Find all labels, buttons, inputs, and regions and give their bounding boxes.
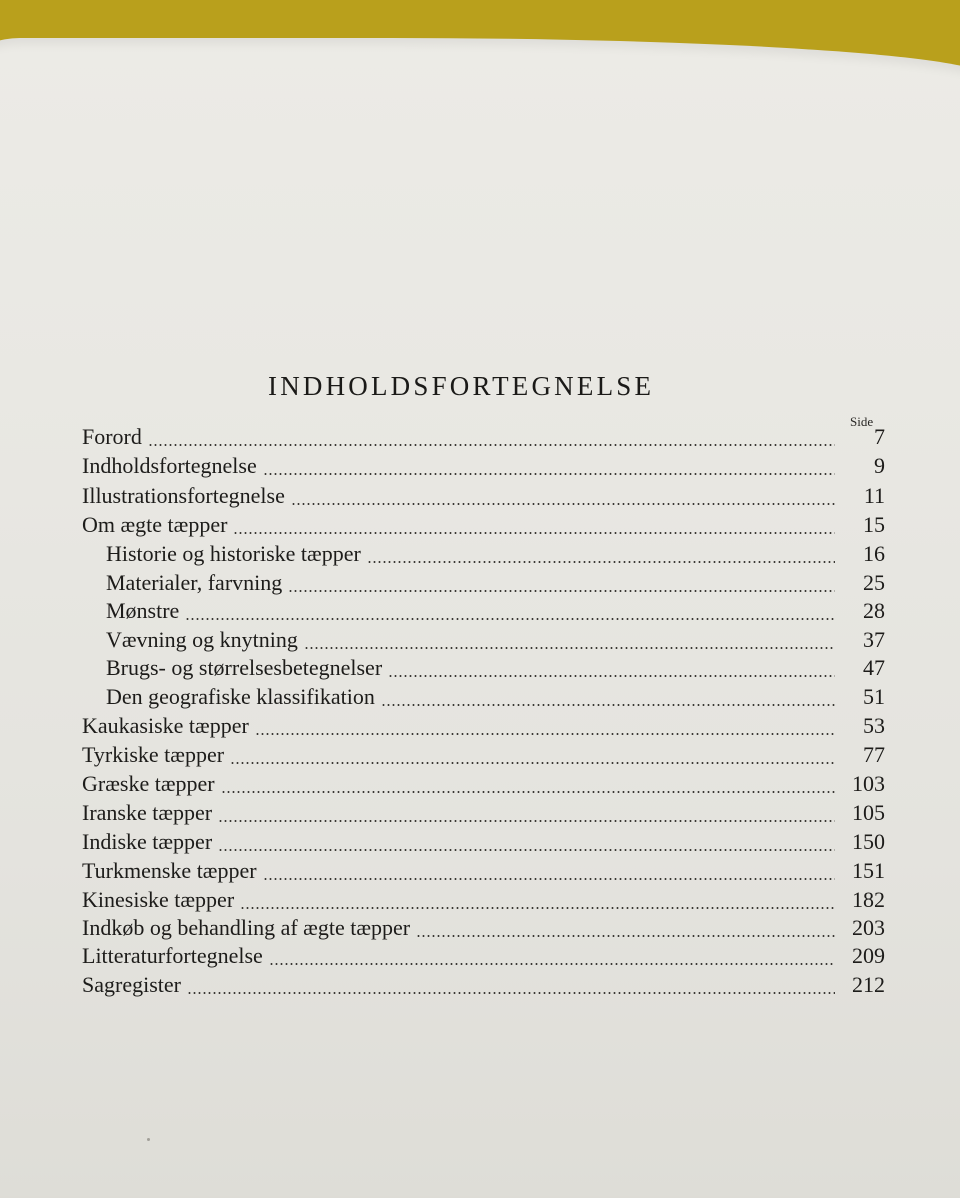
page-title: INDHOLDSFORTEGNELSE <box>268 371 655 401</box>
dot-leader <box>218 848 835 852</box>
toc-entry-label: Mønstre <box>106 598 180 623</box>
toc-entry-page: 150 <box>852 829 885 854</box>
toc-entry-label: Materialer, farvning <box>106 570 283 595</box>
toc-entry <box>82 771 885 801</box>
dot-leader <box>185 617 835 621</box>
toc-entry <box>82 742 885 772</box>
toc-entry-page: 51 <box>863 684 885 709</box>
toc-entry <box>82 512 885 542</box>
toc-entry <box>82 887 885 917</box>
toc-entry-label: Brugs- og størrelsesbetegnelser <box>106 655 383 680</box>
toc-entry-page: 105 <box>852 800 885 825</box>
toc-entry-label: Sagregister <box>82 972 181 997</box>
toc-entry-page: 151 <box>852 858 885 883</box>
dot-leader <box>263 877 835 881</box>
toc-entry-label: Den geografiske klassifikation <box>106 684 375 709</box>
toc-entry <box>82 424 885 454</box>
toc-entry <box>82 915 885 945</box>
toc-entry <box>82 858 885 888</box>
dot-leader <box>381 703 835 707</box>
toc-entry-page: 103 <box>852 771 885 796</box>
toc-entry-page: 37 <box>863 627 885 652</box>
dot-leader <box>304 646 835 650</box>
toc-entry-label: Indiske tæpper <box>82 829 213 854</box>
toc-entry-label: Om ægte tæpper <box>82 512 228 537</box>
dot-leader <box>269 962 835 966</box>
toc-entry-page: 25 <box>863 570 885 595</box>
dot-leader <box>148 443 835 447</box>
dot-leader <box>388 674 835 678</box>
dot-leader <box>233 531 835 535</box>
toc-entry-label: Græske tæpper <box>82 771 215 796</box>
toc-subentry <box>106 627 885 657</box>
toc-entry <box>82 943 885 973</box>
dot-leader <box>416 934 835 938</box>
toc-entry <box>82 483 885 513</box>
dot-leader <box>221 790 835 794</box>
dot-leader <box>263 472 835 476</box>
toc-entry-label: Vævning og knytning <box>106 627 298 652</box>
toc-entry-label: Tyrkiske tæpper <box>82 742 225 767</box>
toc-entry-label: Kaukasiske tæpper <box>82 713 249 738</box>
toc-entry <box>82 800 885 830</box>
dot-leader <box>255 732 835 736</box>
toc-entry-page: 47 <box>863 655 885 680</box>
toc-entry <box>82 829 885 859</box>
toc-entry-label: Litteraturfortegnelse <box>82 943 263 968</box>
toc-entry-label: Turkmenske tæpper <box>82 858 257 883</box>
toc-subentry <box>106 655 885 685</box>
toc-subentry <box>106 598 885 628</box>
toc-entry <box>82 713 885 743</box>
toc-entry-label: Illustrationsfortegnelse <box>82 483 285 508</box>
toc-subentry <box>106 684 885 714</box>
toc-entry-page: 16 <box>863 541 885 566</box>
toc-entry-page: 77 <box>863 742 885 767</box>
paper-speck <box>147 1138 150 1141</box>
page-column-label: Side <box>850 414 874 429</box>
toc-subentry <box>106 541 885 571</box>
toc-entry-page: 28 <box>863 598 885 623</box>
toc-entry-label: Kinesiske tæpper <box>82 887 235 912</box>
dot-leader <box>291 502 835 506</box>
toc-entry-page: 7 <box>874 424 885 449</box>
toc-entry-label: Forord <box>82 424 142 449</box>
toc-entry-page: 209 <box>852 943 885 968</box>
toc-entry <box>82 453 885 483</box>
toc-subentry <box>106 570 885 600</box>
toc-entry-page: 203 <box>852 915 885 940</box>
dot-leader <box>240 906 835 910</box>
toc-entry-label: Iranske tæpper <box>82 800 213 825</box>
toc-entry-page: 182 <box>852 887 885 912</box>
dot-leader <box>230 761 835 765</box>
toc-entry-page: 15 <box>863 512 885 537</box>
dot-leader <box>187 991 835 995</box>
dot-leader <box>288 589 835 593</box>
toc-entry-label: Indholdsfortegnelse <box>82 453 257 478</box>
dot-leader <box>367 560 835 564</box>
toc-entry-label: Historie og historiske tæpper <box>106 541 361 566</box>
dot-leader <box>218 819 835 823</box>
toc-entry-page: 212 <box>852 972 885 997</box>
toc-entry-page: 9 <box>874 453 885 478</box>
toc-entry-page: 11 <box>863 483 885 508</box>
toc-entry <box>82 972 885 1002</box>
toc-entry-label: Indkøb og behandling af ægte tæpper <box>82 915 411 940</box>
toc-entry-page: 53 <box>863 713 885 738</box>
